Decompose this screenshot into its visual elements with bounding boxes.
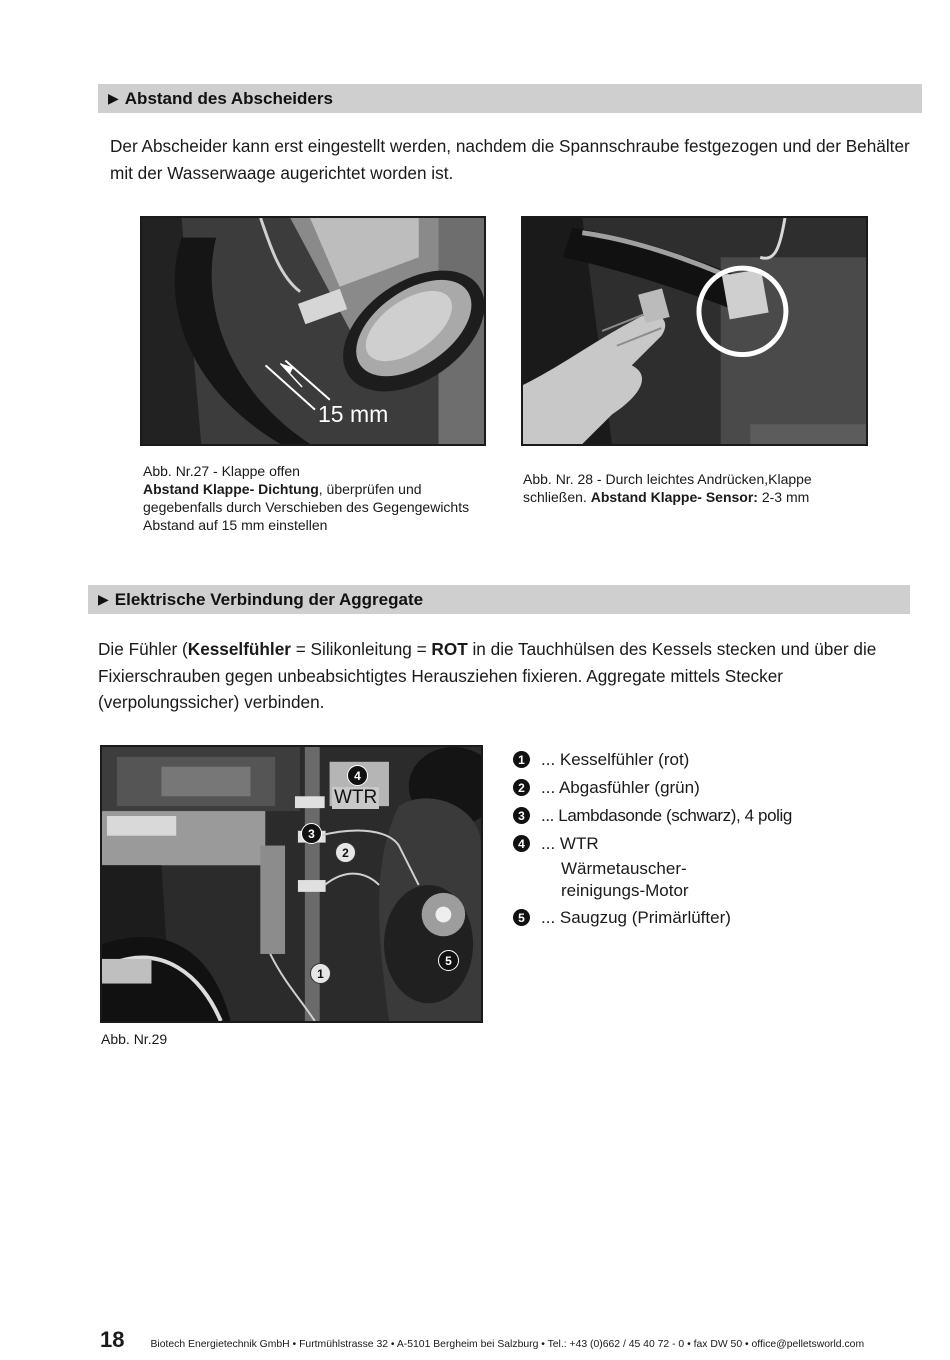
number-badge: 1 (513, 751, 530, 768)
photo-27-illustration (142, 218, 484, 444)
photo-29-illustration (102, 747, 481, 1021)
caption-28-pre: Abb. Nr. 28 - Durch leichtes Andrücken,Klappe schließen. (523, 471, 812, 505)
company-address: Biotech Energietechnik GmbH • Furtmühlstrasse 32 • A-5101 Bergheim bei Salzburg • Tel.: +43 (0)662 / 45 40 72 - 0 • fax DW 50 • office@pelletsworld.com (150, 1339, 865, 1350)
marker-5: 5 (438, 950, 459, 971)
number-badge: 4 (513, 835, 530, 852)
legend-list (512, 746, 792, 932)
legend-text: ... Saugzug (Primärlüfter) (541, 908, 731, 927)
legend-text: ... Kesselfühler (rot) (541, 750, 690, 769)
caption-fig-29: Abb. Nr.29 (101, 1031, 168, 1047)
photo-aggregate (100, 745, 483, 1023)
photo-28-illustration (523, 218, 866, 444)
page-footer (100, 1327, 864, 1353)
wtr-label: WTR (334, 787, 378, 808)
connection-paragraph (98, 636, 910, 716)
caption-28-bold: Abstand Klappe- Sensor: (590, 489, 758, 505)
p-post: in die Tauchhülsen des Kessels stecken und über die Fixierschrauben gegen unbeabsichtigtes Herausziehen fixieren. Aggregate mittels Stecker (verpolungssicher) verbinden. (98, 639, 877, 712)
measure-label: 15 mm (318, 401, 389, 427)
caption-fig-28 (523, 470, 853, 506)
intro-paragraph: Der Abscheider kann erst eingestellt werden, nachdem die Spannschraube festgezogen und der Behälter mit der Wasserwaage augerichtet worden ist. (110, 136, 910, 183)
legend-item (512, 746, 792, 774)
marker-2: 2 (335, 842, 356, 863)
legend-text: ... WTR (541, 834, 599, 853)
marker-4: 4 (347, 765, 368, 786)
photo-klappe-offen (140, 216, 486, 446)
number-badge: 2 (513, 779, 530, 796)
marker-1: 1 (310, 963, 331, 984)
triangle-right-icon: ▶ (98, 591, 109, 607)
legend-item (512, 830, 792, 858)
caption-27-body (143, 480, 488, 534)
section-title: Abstand des Abscheiders (124, 88, 333, 108)
caption-fig-27 (143, 462, 488, 534)
caption-27-title: Abb. Nr.27 - Klappe offen (143, 463, 300, 479)
legend-text: ... Abgasfühler (grün) (541, 778, 700, 797)
number-badge: 3 (513, 807, 530, 824)
p-pre: Die Fühler ( (98, 639, 188, 659)
marker-3: 3 (301, 823, 322, 844)
p-bold-kesselfuehler: Kesselfühler (187, 639, 291, 659)
legend-item (512, 774, 792, 802)
caption-27-rest: , überprüfen und gegebenfalls durch Verschieben des Gegengewichts Abstand auf 15 mm einstellen (143, 481, 470, 533)
number-badge: 5 (513, 909, 530, 926)
legend-item (512, 802, 792, 830)
page-number: 18 (100, 1327, 125, 1352)
section-title: Elektrische Verbindung der Aggregate (114, 589, 424, 609)
photo-klappe-schliessen (521, 216, 868, 446)
legend-wtr-sub-2: reinigungs-Motor (561, 881, 689, 900)
section-header-abstand (98, 84, 922, 113)
legend-text: ... Lambdasonde (schwarz), 4 polig (541, 806, 792, 825)
caption-28-post: 2-3 mm (757, 489, 810, 505)
p-mid: = Silikonleitung = (290, 639, 432, 659)
p-bold-rot: ROT (431, 639, 468, 659)
section-header-elektrische-verbindung (88, 585, 910, 614)
triangle-right-icon: ▶ (108, 90, 119, 106)
caption-27-bold: Abstand Klappe- Dichtung (143, 481, 319, 497)
legend-wtr-sub-1: Wärmetauscher- (561, 859, 687, 878)
legend-item (512, 904, 792, 932)
